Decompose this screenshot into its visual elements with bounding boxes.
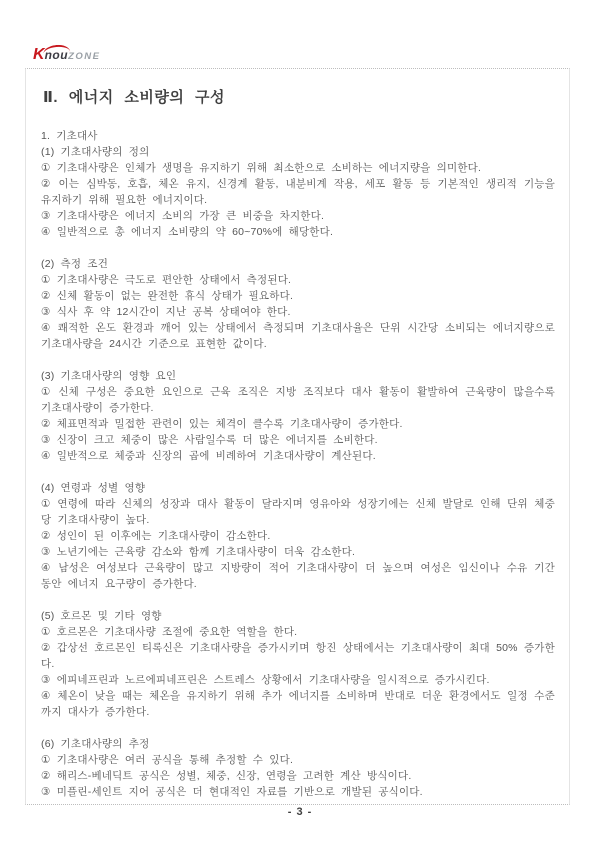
- document-body: [41, 128, 555, 800]
- text-line: ① 연령에 따라 신체의 성장과 대사 활동이 달라지며 영유아와 성장기에는 신체 발달로 인해 단위 체중당 기초대사량이 높다.: [41, 498, 555, 526]
- text-line: ② 갑상선 호르몬인 티록신은 기초대사량을 증가시키며 항진 상태에서는 기초대사량이 최대 50% 증가한다.: [41, 642, 555, 670]
- text-line: ① 기초대사량은 인체가 생명을 유지하기 위해 최소한으로 소비하는 에너지량을 의미한다.: [41, 162, 482, 174]
- text-line: ③ 기초대사량은 에너지 소비의 가장 큰 비중을 차지한다.: [41, 210, 325, 222]
- section: [41, 256, 555, 352]
- logo-text-zone: ZONE: [68, 51, 101, 62]
- text-line: (4) 연령과 성별 영향: [41, 482, 146, 494]
- text-line: ② 이는 심박동, 호흡, 체온 유지, 신경계 활동, 내분비계 작용, 세포 활동 등 기본적인 생리적 기능을 유지하기 위해 필요한 에너지이다.: [41, 178, 555, 206]
- section: [41, 608, 555, 720]
- text-line: ① 호르몬은 기초대사량 조절에 중요한 역할을 한다.: [41, 626, 298, 638]
- text-line: ② 성인이 된 이후에는 기초대사량이 감소한다.: [41, 530, 271, 542]
- text-line: ④ 쾌적한 온도 환경과 깨어 있는 상태에서 측정되며 기초대사율은 단위 시간당 소비되는 에너지량으로 기초대사량을 24시간 기준으로 표현한 값이다.: [41, 322, 555, 350]
- text-line: ② 체표면적과 밀접한 관련이 있는 체격이 클수록 기초대사량이 증가한다.: [41, 418, 403, 430]
- page-title: Ⅱ. 에너지 소비량의 구성: [43, 89, 225, 106]
- text-line: (1) 기초대사량의 정의: [41, 146, 150, 158]
- text-line: ③ 식사 후 약 12시간이 지난 공복 상태여야 한다.: [41, 306, 291, 318]
- knouzone-logo: [33, 47, 100, 63]
- text-line: ④ 일반적으로 체중과 신장의 곱에 비례하여 기초대사량이 계산된다.: [41, 450, 376, 462]
- text-line: ④ 체온이 낮을 때는 체온을 유지하기 위해 추가 에너지를 소비하며 반대로 더운 환경에서도 일정 수준까지 대사가 증가한다.: [41, 690, 555, 718]
- section: [41, 368, 555, 464]
- text-line: ② 해리스-베네딕트 공식은 성별, 체중, 신장, 연령을 고려한 계산 방식이다.: [41, 770, 412, 782]
- page-number: - 3 -: [287, 806, 313, 818]
- logo-text-nou: nou: [44, 48, 69, 62]
- text-line: ③ 신장이 크고 체중이 많은 사람일수록 더 많은 에너지를 소비한다.: [41, 434, 378, 446]
- text-line: ① 기초대사량은 극도로 편안한 상태에서 측정된다.: [41, 274, 292, 286]
- text-line: 1. 기초대사: [41, 130, 98, 142]
- logo-letter-k: K: [33, 46, 45, 63]
- text-line: ① 신체 구성은 중요한 요인으로 근육 조직은 지방 조직보다 대사 활동이 활발하여 근육량이 많을수록 기초대사량이 증가한다.: [41, 386, 555, 414]
- text-line: (2) 측정 조건: [41, 258, 109, 270]
- text-line: ③ 에피네프린과 노르에피네프린은 스트레스 상황에서 기초대사량을 일시적으로 증가시킨다.: [41, 674, 490, 686]
- text-line: (5) 호르몬 및 기타 영향: [41, 610, 162, 622]
- section: [41, 128, 555, 240]
- text-line: ③ 미플린-세인트 지어 공식은 더 현대적인 자료를 기반으로 개발된 공식이다.: [41, 786, 423, 798]
- section: [41, 736, 555, 800]
- text-line: ④ 일반적으로 총 에너지 소비량의 약 60~70%에 해당한다.: [41, 226, 334, 238]
- text-line: (3) 기초대사량의 영향 요인: [41, 370, 177, 382]
- text-line: (6) 기초대사량의 추정: [41, 738, 150, 750]
- text-line: ② 신체 활동이 없는 완전한 휴식 상태가 필요하다.: [41, 290, 294, 302]
- section: [41, 480, 555, 592]
- text-line: ④ 남성은 여성보다 근육량이 많고 지방량이 적어 기초대사량이 더 높으며 여성은 임신이나 수유 기간 동안 에너지 요구량이 증가한다.: [41, 562, 555, 590]
- content-box: [25, 68, 570, 805]
- text-line: ① 기초대사량은 여러 공식을 통해 추정할 수 있다.: [41, 754, 294, 766]
- text-line: ③ 노년기에는 근육량 감소와 함께 기초대사량이 더욱 감소한다.: [41, 546, 356, 558]
